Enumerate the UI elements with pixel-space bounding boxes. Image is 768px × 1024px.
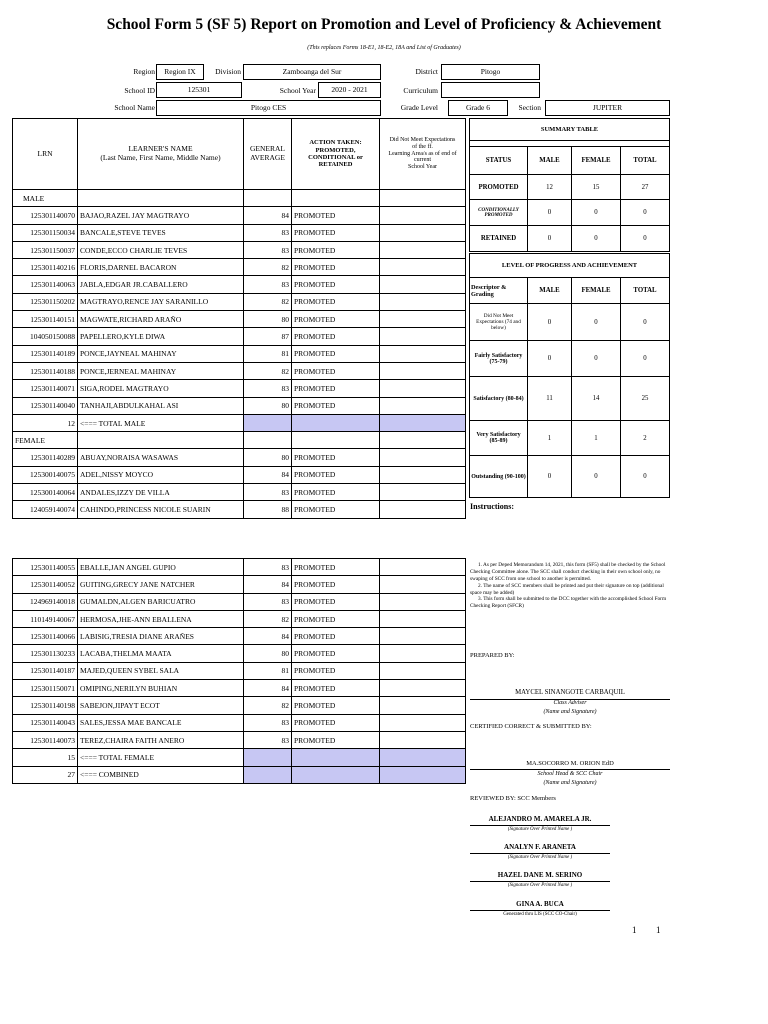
learner-lrn: 125301140151 xyxy=(13,311,78,328)
summary-title: SUMMARY TABLE xyxy=(470,119,670,141)
female-rows-page2 xyxy=(13,559,466,749)
scc-member-4-hint: Generated thru LIS (SCC CO-Chair) xyxy=(503,912,577,917)
female-learner-row xyxy=(13,484,466,501)
progress-female-header: FEMALE xyxy=(572,278,621,304)
action-taken: PROMOTED xyxy=(292,293,380,310)
section-label: Section xyxy=(518,103,541,112)
learner-lrn: 125301140040 xyxy=(13,397,78,414)
learner-name: BAJAO,RAZEL JAY MAGTRAYO xyxy=(78,207,244,224)
summary-promoted-total: 27 xyxy=(621,175,670,200)
summary-conditional-male: 0 xyxy=(528,200,572,226)
general-average: 83 xyxy=(244,731,292,748)
did-not-meet-cell xyxy=(380,293,466,310)
learner-name: MAGWATE,RICHARD ARAÑO xyxy=(78,311,244,328)
progress-dnme-total: 0 xyxy=(621,304,670,341)
action-taken: PROMOTED xyxy=(292,576,380,593)
action-taken: PROMOTED xyxy=(292,276,380,293)
scc-member-3-hint: (Signature Over Printed Name ) xyxy=(507,883,573,888)
prepared-by-label: PREPARED BY: xyxy=(470,652,515,659)
progress-satisfactory-female: 14 xyxy=(572,377,621,421)
learner-name: TEREZ,CHAIRA FAITH ANERO xyxy=(78,731,244,748)
learner-name: GUITING,GRECY JANE NATCHER xyxy=(78,576,244,593)
combined-label: <=== COMBINED xyxy=(78,766,244,783)
summary-retained-male: 0 xyxy=(528,226,572,252)
total-male-count: 12 xyxy=(13,414,78,431)
summary-female-header: FEMALE xyxy=(572,147,621,175)
male-learner-row xyxy=(13,224,466,241)
male-section-label: MALE xyxy=(13,190,78,207)
female-learner-row xyxy=(13,680,466,697)
scc-member-2-hint: (Signature Over Printed Name ) xyxy=(507,855,573,860)
progress-fairly-label: Fairly Satisfactory (75-79) xyxy=(470,341,528,377)
action-taken: PROMOTED xyxy=(292,397,380,414)
curriculum-value xyxy=(441,82,540,98)
instruction-note-2: 2. The name of SCC members shall be printed and put their signature on top (additional space may be added) xyxy=(470,582,664,596)
action-taken: PROMOTED xyxy=(292,714,380,731)
learner-lrn: 125301140187 xyxy=(13,662,78,679)
action-taken: PROMOTED xyxy=(292,645,380,662)
general-average: 83 xyxy=(244,241,292,258)
adviser-role: Class Adviser xyxy=(553,700,587,706)
grade-level-label: Grade Level xyxy=(400,103,438,112)
learner-name: GUMALDN,ALGEN BARICUATRO xyxy=(78,593,244,610)
summary-table xyxy=(469,118,670,252)
did-not-meet-cell xyxy=(380,311,466,328)
progress-fairly-total: 0 xyxy=(621,341,670,377)
learner-lrn: 125301150037 xyxy=(13,241,78,258)
action-taken: PROMOTED xyxy=(292,559,380,576)
did-not-meet-cell xyxy=(380,576,466,593)
action-taken: PROMOTED xyxy=(292,731,380,748)
learner-name: EBALLE,JAN ANGEL GUPIO xyxy=(78,559,244,576)
action-taken: PROMOTED xyxy=(292,259,380,276)
reviewed-by-label: REVIEWED BY: SCC Members xyxy=(470,795,556,802)
learner-table xyxy=(12,118,466,519)
female-learner-row xyxy=(13,501,466,518)
total-female-label: <=== TOTAL FEMALE xyxy=(78,749,244,766)
did-not-meet-cell xyxy=(380,731,466,748)
general-average: 82 xyxy=(244,293,292,310)
general-average: 84 xyxy=(244,466,292,483)
male-learner-row xyxy=(13,276,466,293)
learner-name: ABUAY,NORAISA WASAWAS xyxy=(78,449,244,466)
male-learner-row xyxy=(13,362,466,379)
male-learner-row xyxy=(13,241,466,258)
general-average: 80 xyxy=(244,645,292,662)
learner-lrn: 125301130233 xyxy=(13,645,78,662)
progress-outstanding-label: Outstanding (90-100) xyxy=(470,456,528,498)
male-learner-row xyxy=(13,345,466,362)
general-average: 84 xyxy=(244,680,292,697)
learner-lrn: 125301150071 xyxy=(13,680,78,697)
male-learner-row xyxy=(13,259,466,276)
summary-conditional-total: 0 xyxy=(621,200,670,226)
learner-table-continued xyxy=(12,558,466,784)
general-average: 82 xyxy=(244,610,292,627)
learner-lrn: 104050150088 xyxy=(13,328,78,345)
general-average: 82 xyxy=(244,362,292,379)
summary-status-header: STATUS xyxy=(470,147,528,175)
general-average-header: GENERAL AVERAGE xyxy=(244,119,292,190)
action-taken: PROMOTED xyxy=(292,328,380,345)
general-average: 83 xyxy=(244,276,292,293)
general-average: 83 xyxy=(244,714,292,731)
male-learner-row xyxy=(13,207,466,224)
total-male-label: <=== TOTAL MALE xyxy=(78,414,244,431)
general-average: 81 xyxy=(244,662,292,679)
lrn-header: LRN xyxy=(13,119,78,190)
general-average: 88 xyxy=(244,501,292,518)
male-learner-row xyxy=(13,328,466,345)
female-section-label: FEMALE xyxy=(13,432,78,449)
adviser-name: MAYCEL SINANGOTE CARBAQUIL xyxy=(515,689,625,696)
learner-lrn: 125301140071 xyxy=(13,380,78,397)
did-not-meet-cell xyxy=(380,593,466,610)
learner-name: LACABA,THELMA MAATA xyxy=(78,645,244,662)
summary-total-header: TOTAL xyxy=(621,147,670,175)
school-name-value: Pitogo CES xyxy=(156,100,381,116)
division-label: Division xyxy=(215,67,241,76)
learner-name: SALES,JESSA MAE BANCALE xyxy=(78,714,244,731)
female-rows-page1 xyxy=(13,449,466,518)
progress-outstanding-total: 0 xyxy=(621,456,670,498)
school-name-label: School Name xyxy=(114,103,155,112)
district-value: Pitogo xyxy=(441,64,540,80)
female-learner-row xyxy=(13,559,466,576)
curriculum-label: Curriculum xyxy=(403,86,438,95)
progress-satisfactory-label: Satisfactory (80-84) xyxy=(470,377,528,421)
did-not-meet-cell xyxy=(380,662,466,679)
learner-name: BANCALE,STEVE TEVES xyxy=(78,224,244,241)
learner-name: JABLA,EDGAR JR.CABALLERO xyxy=(78,276,244,293)
progress-dnme-label: Did Not Meet Expectations (74 and below) xyxy=(470,304,528,341)
did-not-meet-cell xyxy=(380,207,466,224)
learner-lrn: 125300140075 xyxy=(13,466,78,483)
summary-retained-female: 0 xyxy=(572,226,621,252)
school-id-value: 125301 xyxy=(156,82,242,98)
summary-promoted-male: 12 xyxy=(528,175,572,200)
general-average: 83 xyxy=(244,484,292,501)
summary-promoted-female: 15 xyxy=(572,175,621,200)
page-total: 1 xyxy=(656,925,661,935)
learner-lrn: 125301140189 xyxy=(13,345,78,362)
progress-dnme-female: 0 xyxy=(572,304,621,341)
did-not-meet-cell xyxy=(380,241,466,258)
action-taken: PROMOTED xyxy=(292,241,380,258)
did-not-meet-cell xyxy=(380,680,466,697)
region-value: Region IX xyxy=(156,64,204,80)
general-average: 83 xyxy=(244,593,292,610)
learner-lrn: 125301140063 xyxy=(13,276,78,293)
learner-name: FLORIS,DARNEL BACARON xyxy=(78,259,244,276)
division-value: Zamboanga del Sur xyxy=(243,64,381,80)
did-not-meet-cell xyxy=(380,610,466,627)
school-id-label: School ID xyxy=(124,86,155,95)
male-learner-row xyxy=(13,397,466,414)
progress-outstanding-male: 0 xyxy=(528,456,572,498)
scc-member-1-hint: (Signature Over Printed Name ) xyxy=(507,827,573,832)
did-not-meet-cell xyxy=(380,397,466,414)
learner-name: MAJED,QUEEN SYBEL SALA xyxy=(78,662,244,679)
learner-name: ADEL,NISSY MOYCO xyxy=(78,466,244,483)
action-taken: PROMOTED xyxy=(292,362,380,379)
learner-name-header: LEARNER'S NAME (Last Name, First Name, Middle Name) xyxy=(78,119,244,190)
summary-retained-total: 0 xyxy=(621,226,670,252)
female-learner-row xyxy=(13,593,466,610)
general-average: 80 xyxy=(244,397,292,414)
did-not-meet-cell xyxy=(380,466,466,483)
region-label: Region xyxy=(133,67,155,76)
school-head-role: School Head & SCC Chair xyxy=(537,771,603,777)
general-average: 80 xyxy=(244,311,292,328)
action-taken: PROMOTED xyxy=(292,628,380,645)
progress-very-satisfactory-female: 1 xyxy=(572,421,621,456)
learner-lrn: 110149140067 xyxy=(13,610,78,627)
progress-table xyxy=(469,253,670,498)
adviser-hint: (Name and Signature) xyxy=(543,709,597,715)
progress-total-header: TOTAL xyxy=(621,278,670,304)
did-not-meet-header: Did Not Meet Expectations of the ff. Learning Area/s as of end of current School Year xyxy=(380,119,466,190)
female-learner-row xyxy=(13,697,466,714)
did-not-meet-cell xyxy=(380,224,466,241)
did-not-meet-cell xyxy=(380,345,466,362)
did-not-meet-cell xyxy=(380,328,466,345)
female-learner-row xyxy=(13,714,466,731)
general-average: 84 xyxy=(244,628,292,645)
female-learner-row xyxy=(13,610,466,627)
male-learner-row xyxy=(13,380,466,397)
learner-lrn: 125300140064 xyxy=(13,484,78,501)
did-not-meet-cell xyxy=(380,449,466,466)
action-taken: PROMOTED xyxy=(292,501,380,518)
scc-member-2-name: ANALYN F. ARANETA xyxy=(504,843,576,851)
did-not-meet-cell xyxy=(380,628,466,645)
female-learner-row xyxy=(13,662,466,679)
learner-name: PONCE,JERNEAL MAHINAY xyxy=(78,362,244,379)
action-taken: PROMOTED xyxy=(292,380,380,397)
form-title: School Form 5 (SF 5) Report on Promotion and Level of Proficiency & Achievement xyxy=(106,16,662,33)
did-not-meet-cell xyxy=(380,645,466,662)
learner-name: CAHINDO,PRINCESS NICOLE SUARIN xyxy=(78,501,244,518)
did-not-meet-cell xyxy=(380,380,466,397)
learner-lrn: 125301140188 xyxy=(13,362,78,379)
action-taken: PROMOTED xyxy=(292,662,380,679)
female-learner-row xyxy=(13,731,466,748)
summary-promoted-label: PROMOTED xyxy=(470,175,528,200)
progress-satisfactory-male: 11 xyxy=(528,377,572,421)
total-female-count: 15 xyxy=(13,749,78,766)
learner-name: PONCE,JAYNEAL MAHINAY xyxy=(78,345,244,362)
learner-lrn: 125301140289 xyxy=(13,449,78,466)
summary-conditional-female: 0 xyxy=(572,200,621,226)
learner-lrn: 125301140073 xyxy=(13,731,78,748)
general-average: 82 xyxy=(244,697,292,714)
summary-male-header: MALE xyxy=(528,147,572,175)
progress-dnme-male: 0 xyxy=(528,304,572,341)
general-average: 83 xyxy=(244,224,292,241)
learner-lrn: 125301140216 xyxy=(13,259,78,276)
progress-outstanding-female: 0 xyxy=(572,456,621,498)
did-not-meet-cell xyxy=(380,714,466,731)
female-learner-row xyxy=(13,466,466,483)
did-not-meet-cell xyxy=(380,276,466,293)
certified-by-label: CERTIFIED CORRECT & SUBMITTED BY: xyxy=(470,723,592,730)
general-average: 84 xyxy=(244,576,292,593)
did-not-meet-cell xyxy=(380,259,466,276)
female-learner-row xyxy=(13,645,466,662)
female-learner-row xyxy=(13,449,466,466)
scc-member-3-name: HAZEL DANE M. SERINO xyxy=(497,871,583,879)
learner-name: MAGTRAYO,RENCE JAY SARANILLO xyxy=(78,293,244,310)
did-not-meet-cell xyxy=(380,484,466,501)
learner-name: LABISIG,TRESIA DIANE ARAÑES xyxy=(78,628,244,645)
action-taken: PROMOTED xyxy=(292,311,380,328)
learner-name: HERMOSA,JHE-ANN EBALLENA xyxy=(78,610,244,627)
progress-very-satisfactory-total: 2 xyxy=(621,421,670,456)
general-average: 81 xyxy=(244,345,292,362)
action-taken: PROMOTED xyxy=(292,224,380,241)
action-taken: PROMOTED xyxy=(292,466,380,483)
male-learner-row xyxy=(13,311,466,328)
learner-lrn: 125301140066 xyxy=(13,628,78,645)
action-taken: PROMOTED xyxy=(292,697,380,714)
progress-male-header: MALE xyxy=(528,278,572,304)
scc-member-4-name: GINA A. BUCA xyxy=(516,900,564,908)
action-taken: PROMOTED xyxy=(292,610,380,627)
action-taken: PROMOTED xyxy=(292,593,380,610)
school-head-hint: (Name and Signature) xyxy=(543,780,597,786)
page-number: 1 xyxy=(632,925,637,935)
instruction-note-3: 3. This form shall be submitted to the DCC together with the accomplished School Form Checking Report (SFCR) xyxy=(470,596,667,610)
progress-fairly-male: 0 xyxy=(528,341,572,377)
learner-lrn: 125301140052 xyxy=(13,576,78,593)
progress-very-satisfactory-male: 1 xyxy=(528,421,572,456)
learner-lrn: 125301140043 xyxy=(13,714,78,731)
learner-lrn: 125301150202 xyxy=(13,293,78,310)
school-year-label: School Year xyxy=(279,86,316,95)
general-average: 83 xyxy=(244,380,292,397)
action-taken: PROMOTED xyxy=(292,345,380,362)
learner-lrn: 124969140018 xyxy=(13,593,78,610)
learner-lrn: 125301140055 xyxy=(13,559,78,576)
learner-name: SIGA,RODEL MAGTRAYO xyxy=(78,380,244,397)
summary-retained-label: RETAINED xyxy=(470,226,528,252)
combined-count: 27 xyxy=(13,766,78,783)
learner-name: ANDALES,IZZY DE VILLA xyxy=(78,484,244,501)
learner-name: TANHAJI,ABDULKAHAL ASI xyxy=(78,397,244,414)
progress-title: LEVEL OF PROGRESS AND ACHIEVEMENT xyxy=(470,254,670,278)
grade-level-value: Grade 6 xyxy=(448,100,508,116)
learner-name: CONDE,ECCO CHARLIE TEVES xyxy=(78,241,244,258)
general-average: 80 xyxy=(244,449,292,466)
section-value: JUPITER xyxy=(545,100,670,116)
learner-lrn: 125301140070 xyxy=(13,207,78,224)
instruction-notes xyxy=(470,562,670,610)
school-head-name: MA.SOCORRO M. ORION EdD xyxy=(526,760,614,767)
general-average: 82 xyxy=(244,259,292,276)
learner-name: SABEJON,JIPAYT ECOT xyxy=(78,697,244,714)
progress-satisfactory-total: 25 xyxy=(621,377,670,421)
learner-lrn: 124059140074 xyxy=(13,501,78,518)
instructions-label: Instructions: xyxy=(470,502,515,511)
did-not-meet-cell xyxy=(380,559,466,576)
progress-very-satisfactory-label: Very Satisfactory (85-89) xyxy=(470,421,528,456)
action-taken-header: ACTION TAKEN: PROMOTED, CONDITIONAL or RETAINED xyxy=(292,119,380,190)
learner-lrn: 125301140198 xyxy=(13,697,78,714)
male-rows xyxy=(13,207,466,415)
action-taken: PROMOTED xyxy=(292,207,380,224)
school-year-value: 2020 - 2021 xyxy=(318,82,381,98)
scc-member-1-name: ALEJANDRO M. AMARELA JR. xyxy=(488,815,592,823)
progress-fairly-female: 0 xyxy=(572,341,621,377)
progress-descriptor-header: Descriptor & Grading xyxy=(470,278,528,304)
action-taken: PROMOTED xyxy=(292,449,380,466)
female-learner-row xyxy=(13,628,466,645)
did-not-meet-cell xyxy=(380,697,466,714)
general-average: 83 xyxy=(244,559,292,576)
district-label: District xyxy=(415,67,438,76)
learner-name: PAPELLERO,KYLE DIWA xyxy=(78,328,244,345)
instruction-note-1: 1. As per Deped Memorandum 14, 2021, this form (SF5) shall be checked by the School Checking Committee alone. The SCC shall conduct checking in their own school only, no swaping of SCC from one school to another is permitted. xyxy=(470,562,666,582)
action-taken: PROMOTED xyxy=(292,484,380,501)
learner-lrn: 125301150034 xyxy=(13,224,78,241)
general-average: 84 xyxy=(244,207,292,224)
form-subtitle: (This replaces Forms 18-E1, 18-E2, 18A and List of Graduates) xyxy=(307,45,461,51)
learner-name: OMIPING,NERILYN BUHIAN xyxy=(78,680,244,697)
did-not-meet-cell xyxy=(380,501,466,518)
female-learner-row xyxy=(13,576,466,593)
action-taken: PROMOTED xyxy=(292,680,380,697)
male-learner-row xyxy=(13,293,466,310)
summary-conditional-label: CONDITIONALLY PROMOTED xyxy=(470,200,528,226)
did-not-meet-cell xyxy=(380,362,466,379)
general-average: 87 xyxy=(244,328,292,345)
